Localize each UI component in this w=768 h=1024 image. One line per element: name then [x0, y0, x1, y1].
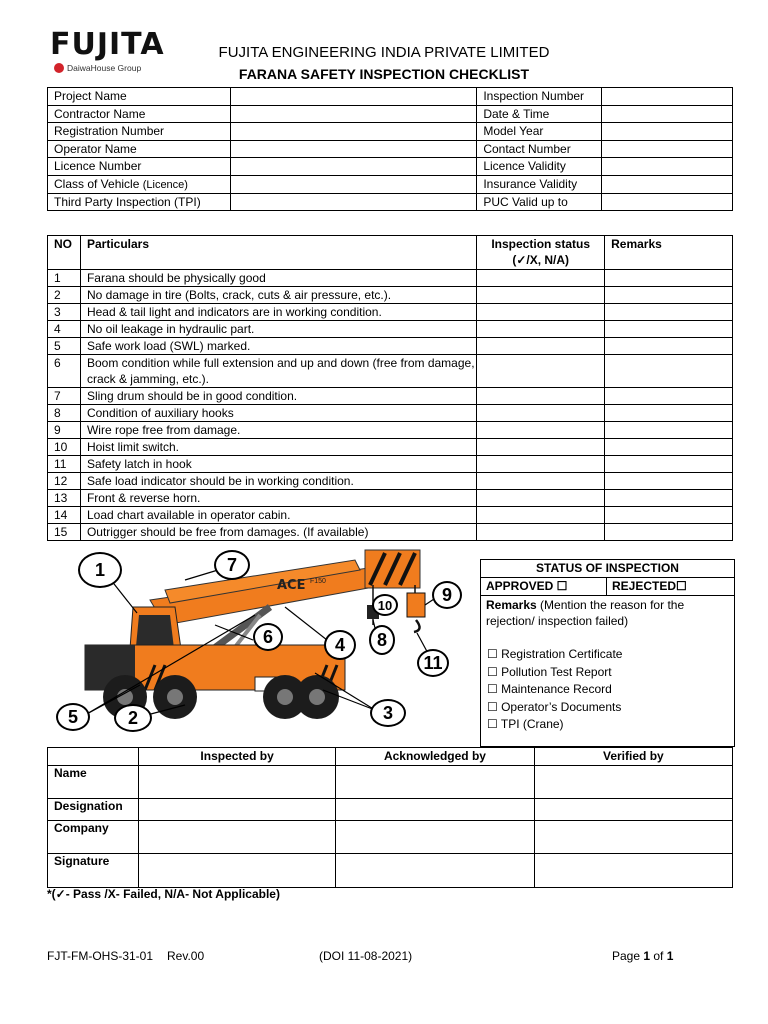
item-remarks-field[interactable]	[605, 405, 733, 422]
document-checkbox-item[interactable]: ☐ TPI (Crane)	[487, 717, 564, 731]
signoff-row	[48, 854, 733, 888]
status-title: STATUS OF INSPECTION	[481, 560, 734, 578]
item-status-field[interactable]	[477, 524, 605, 541]
page-prefix: Page	[612, 949, 644, 963]
date-of-issue: (DOI 11-08-2021)	[319, 949, 413, 963]
crane-model-text: F150	[310, 578, 326, 585]
item-number: 10	[48, 439, 81, 456]
info-value-field[interactable]	[602, 105, 733, 123]
item-number: 2	[48, 287, 81, 304]
inspected-by-field[interactable]	[138, 821, 335, 854]
signoff-table	[47, 747, 733, 888]
item-status-field[interactable]	[477, 270, 605, 287]
info-value-field[interactable]	[602, 158, 733, 176]
info-row	[48, 123, 733, 141]
item-number: 9	[48, 422, 81, 439]
checklist-row	[48, 355, 733, 388]
signoff-row-label: Designation	[48, 799, 139, 821]
item-remarks-field[interactable]	[605, 270, 733, 287]
item-particular: Boom condition while full extension and up and down (free from damage, crack & jamming, etc.).	[80, 355, 476, 388]
info-row	[48, 105, 733, 123]
item-particular: Condition of auxiliary hooks	[80, 405, 476, 422]
item-number: 7	[48, 388, 81, 405]
col-acknowledged-by: Acknowledged by	[336, 748, 534, 766]
checklist-row	[48, 439, 733, 456]
item-particular: No oil leakage in hydraulic part.	[80, 321, 476, 338]
item-number: 11	[48, 456, 81, 473]
item-status-field[interactable]	[477, 422, 605, 439]
signoff-corner	[48, 748, 139, 766]
info-label: Model Year	[477, 123, 602, 141]
checklist-row	[48, 524, 733, 541]
info-row	[48, 193, 733, 211]
status-remarks	[481, 596, 734, 630]
item-number: 14	[48, 507, 81, 524]
remarks-label: Remarks	[486, 598, 537, 612]
item-remarks-field[interactable]	[605, 355, 733, 388]
info-value-field[interactable]	[602, 88, 733, 106]
item-status-field[interactable]	[477, 405, 605, 422]
item-number: 1	[48, 270, 81, 287]
info-value-field[interactable]	[602, 193, 733, 211]
col-header-status	[477, 236, 605, 270]
info-label: Project Name	[48, 88, 231, 106]
col-header-remarks: Remarks	[605, 236, 733, 270]
item-particular: No damage in tire (Bolts, crack, cuts & air pressure, etc.).	[80, 287, 476, 304]
crane-callouts	[55, 545, 475, 735]
item-status-field[interactable]	[477, 473, 605, 490]
info-label: Date & Time	[477, 105, 602, 123]
item-status-field[interactable]	[477, 321, 605, 338]
item-status-field[interactable]	[477, 287, 605, 304]
info-value-field[interactable]	[230, 123, 477, 141]
checklist-row	[48, 456, 733, 473]
item-number: 8	[48, 405, 81, 422]
item-remarks-field[interactable]	[605, 304, 733, 321]
item-remarks-field[interactable]	[605, 473, 733, 490]
item-particular: Safety latch in hook	[80, 456, 476, 473]
inspection-checklist-table	[47, 235, 733, 541]
info-label: Contact Number	[477, 140, 602, 158]
callout-8: 8	[369, 625, 395, 655]
document-checkbox-item[interactable]: ☐ Registration Certificate	[487, 647, 623, 661]
info-value-field[interactable]	[230, 193, 477, 211]
verified-by-field[interactable]	[534, 766, 732, 799]
signoff-row-label: Signature	[48, 854, 139, 888]
item-particular: Safe work load (SWL) marked.	[80, 338, 476, 355]
checklist-row	[48, 388, 733, 405]
info-value-field[interactable]	[602, 123, 733, 141]
verified-by-field[interactable]	[534, 854, 732, 888]
inspected-by-field[interactable]	[138, 799, 335, 821]
item-remarks-field[interactable]	[605, 321, 733, 338]
item-status-field[interactable]	[477, 456, 605, 473]
info-label: Operator Name	[48, 140, 231, 158]
status-of-inspection-box	[480, 559, 735, 747]
info-label: Inspection Number	[477, 88, 602, 106]
col-inspected-by: Inspected by	[138, 748, 335, 766]
acknowledged-by-field[interactable]	[336, 799, 534, 821]
checklist-row	[48, 287, 733, 304]
info-label: Licence Number	[48, 158, 231, 176]
item-status-field[interactable]	[477, 439, 605, 456]
revision: Rev.00	[167, 949, 205, 963]
info-label: Class of Vehicle (Licence)	[48, 175, 231, 193]
checklist-row	[48, 338, 733, 355]
status-header-sub: (✓/X, N/A)	[512, 253, 570, 267]
callout-1: 1	[78, 552, 122, 588]
page-of: of	[650, 949, 667, 963]
item-particular: Outrigger should be free from damages. (If available)	[80, 524, 476, 541]
item-number: 3	[48, 304, 81, 321]
callout-11: 11	[417, 649, 449, 677]
info-label: PUC Valid up to	[477, 193, 602, 211]
info-label: Licence Validity	[477, 158, 602, 176]
checklist-row	[48, 405, 733, 422]
item-number: 15	[48, 524, 81, 541]
item-remarks-field[interactable]	[605, 338, 733, 355]
info-label: Contractor Name	[48, 105, 231, 123]
item-particular: Safe load indicator should be in working condition.	[80, 473, 476, 490]
info-value-field[interactable]	[602, 175, 733, 193]
info-row	[48, 140, 733, 158]
item-remarks-field[interactable]	[605, 388, 733, 405]
callout-9: 9	[432, 581, 462, 609]
callout-3: 3	[370, 699, 406, 727]
rejected-checkbox[interactable]: REJECTED☐	[612, 579, 687, 593]
item-remarks-field[interactable]	[605, 490, 733, 507]
item-number: 5	[48, 338, 81, 355]
remarks-text: (Mention the reason for the rejection/ inspection failed)	[486, 598, 685, 628]
item-status-field[interactable]	[477, 338, 605, 355]
page-number	[612, 949, 673, 963]
callout-10: 10	[372, 594, 398, 616]
item-status-field[interactable]	[477, 355, 605, 388]
page-total: 1	[666, 949, 674, 963]
page-current: 1	[643, 949, 651, 963]
document-title: FARANA SAFETY INSPECTION CHECKLIST	[238, 66, 530, 82]
status-header-label: Inspection status	[491, 237, 591, 251]
item-particular: Head & tail light and indicators are in working condition.	[80, 304, 476, 321]
checklist-row	[48, 304, 733, 321]
document-checkbox-item[interactable]: ☐ Operator’s Documents	[487, 699, 622, 714]
item-number: 4	[48, 321, 81, 338]
approved-checkbox[interactable]: APPROVED ☐	[481, 578, 607, 595]
item-remarks-field[interactable]	[605, 287, 733, 304]
crane-brand-text: ACE	[277, 578, 306, 593]
info-value-field[interactable]	[602, 140, 733, 158]
vehicle-info-table	[47, 87, 733, 211]
item-particular: Hoist limit switch.	[80, 439, 476, 456]
col-verified-by: Verified by	[534, 748, 732, 766]
signoff-row-label: Name	[48, 766, 139, 799]
info-label: Third Party Inspection (TPI)	[48, 193, 231, 211]
callout-6: 6	[253, 623, 283, 651]
acknowledged-by-field[interactable]	[336, 821, 534, 854]
checklist-row	[48, 490, 733, 507]
checklist-row	[48, 473, 733, 490]
info-row	[48, 158, 733, 176]
checklist-row	[48, 321, 733, 338]
item-particular: Wire rope free from damage.	[80, 422, 476, 439]
info-label: Insurance Validity	[477, 175, 602, 193]
col-header-particulars: Particulars	[80, 236, 476, 270]
info-value-field[interactable]	[230, 105, 477, 123]
item-remarks-field[interactable]	[605, 507, 733, 524]
callout-2: 2	[114, 704, 152, 732]
document-checkbox-item[interactable]: ☐ Pollution Test Report	[487, 664, 612, 679]
inspected-by-field[interactable]	[138, 766, 335, 799]
info-value-field[interactable]	[230, 175, 477, 193]
signoff-row	[48, 766, 733, 799]
callout-5: 5	[56, 703, 90, 731]
item-number: 6	[48, 355, 81, 388]
item-number: 12	[48, 473, 81, 490]
item-number: 13	[48, 490, 81, 507]
info-value-field[interactable]	[230, 140, 477, 158]
document-checkbox-item[interactable]: ☐ Maintenance Record	[487, 682, 612, 696]
fujita-logo: FUJITA	[50, 27, 165, 62]
document-checklist	[481, 630, 734, 734]
info-row	[48, 175, 733, 193]
doc-code: FJT-FM-OHS-31-01	[47, 949, 154, 963]
signoff-row	[48, 799, 733, 821]
licence-suffix: (Licence)	[142, 178, 188, 191]
callout-7: 7	[214, 550, 250, 580]
item-remarks-field[interactable]	[605, 456, 733, 473]
item-remarks-field[interactable]	[605, 422, 733, 439]
item-particular: Front & reverse horn.	[80, 490, 476, 507]
item-remarks-field[interactable]	[605, 439, 733, 456]
verified-by-field[interactable]	[534, 799, 732, 821]
info-value-field[interactable]	[230, 88, 477, 106]
col-header-no: NO	[48, 236, 81, 270]
info-label: Registration Number	[48, 123, 231, 141]
legend-note: *(✓- Pass /X- Failed, N/A- Not Applicable)	[47, 887, 280, 901]
verified-by-field[interactable]	[534, 821, 732, 854]
callout-4: 4	[324, 630, 356, 660]
company-name: FUJITA ENGINEERING INDIA PRIVATE LIMITED	[218, 44, 550, 61]
item-remarks-field[interactable]	[605, 524, 733, 541]
item-status-field[interactable]	[477, 304, 605, 321]
group-text: DaiwaHouse Group	[67, 63, 142, 73]
checklist-row	[48, 270, 733, 287]
checklist-row	[48, 507, 733, 524]
info-value-field[interactable]	[230, 158, 477, 176]
signoff-row-label: Company	[48, 821, 139, 854]
item-particular: Load chart available in operator cabin.	[80, 507, 476, 524]
item-particular: Farana should be physically good	[80, 270, 476, 287]
item-status-field[interactable]	[477, 507, 605, 524]
inspected-by-field[interactable]	[138, 854, 335, 888]
checklist-row	[48, 422, 733, 439]
item-status-field[interactable]	[477, 388, 605, 405]
item-particular: Sling drum should be in good condition.	[80, 388, 476, 405]
info-row	[48, 88, 733, 106]
acknowledged-by-field[interactable]	[336, 854, 534, 888]
acknowledged-by-field[interactable]	[336, 766, 534, 799]
item-status-field[interactable]	[477, 490, 605, 507]
signoff-row	[48, 821, 733, 854]
